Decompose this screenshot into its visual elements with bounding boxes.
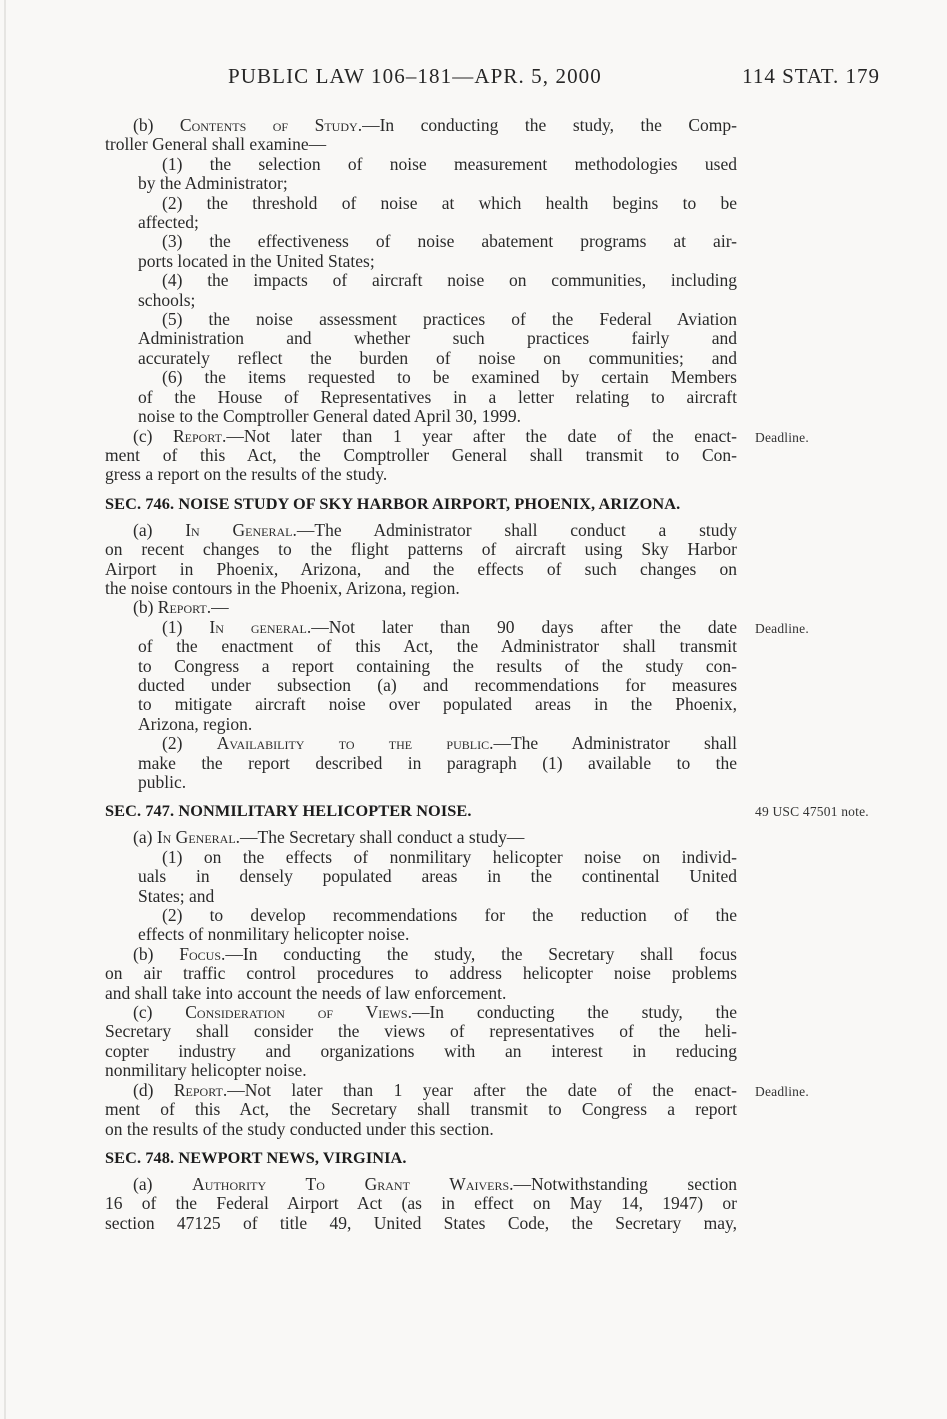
text-line xyxy=(105,1061,737,1080)
text-run: effects of nonmilitary helicopter noise. xyxy=(138,924,410,945)
small-caps-text: Contents of Study xyxy=(179,115,358,135)
text-line xyxy=(105,616,809,637)
text-run: Administration and whether such practices fairly and xyxy=(138,328,737,349)
text-run: on the results of the study conducted under this section. xyxy=(105,1118,494,1139)
text-line xyxy=(105,579,737,598)
text-line xyxy=(105,1175,737,1194)
text-run: (1) on the effects of nonmilitary helicopter noise on individ- xyxy=(162,846,737,867)
text-run: .—In conducting the study, the Secretary shall focus xyxy=(221,943,737,964)
text-run: (b) xyxy=(133,943,180,964)
text-line xyxy=(105,368,737,387)
text-line xyxy=(105,754,737,773)
text-line xyxy=(105,715,737,734)
text-line xyxy=(105,194,737,213)
text-line xyxy=(105,695,737,714)
header-stat-reference: 114 STAT. 179 xyxy=(742,64,880,88)
section-heading: SEC. 748. NEWPORT NEWS, VIRGINIA. xyxy=(105,1147,407,1167)
text-run: (1) the selection of noise measurement methodologies used xyxy=(162,153,737,174)
small-caps-text: In General xyxy=(185,519,293,540)
text-run: (a) xyxy=(133,1173,193,1194)
margin-note: Deadline. xyxy=(755,429,809,445)
text-run: public. xyxy=(138,772,187,792)
text-run: nonmilitary helicopter noise. xyxy=(105,1060,307,1081)
text-run: .—The Administrator shall xyxy=(489,733,737,754)
text-run: .—Not later than 90 days after the date xyxy=(306,616,738,637)
text-run: make the report described in paragraph (1) available to the xyxy=(138,752,737,773)
text-run: (4) the impacts of aircraft noise on communities, including xyxy=(162,270,737,291)
text-run: (2) xyxy=(162,733,217,754)
text-line xyxy=(105,906,737,925)
text-run: of the House of Representatives in a letter relating to aircraft xyxy=(138,386,737,407)
text-run: (6) the items requested to be examined by certain Members xyxy=(162,367,737,388)
small-caps-text: Report xyxy=(172,425,222,446)
text-run: (2) to develop recommendations for the reduction of the xyxy=(162,905,737,926)
text-run: Arizona, region. xyxy=(138,713,253,734)
small-caps-text: Authority To Grant Waivers xyxy=(192,1173,510,1194)
text-line xyxy=(105,425,809,446)
text-line xyxy=(105,1100,737,1119)
text-run: ment of this Act, the Comptroller General shall transmit to Con- xyxy=(105,444,737,465)
small-caps-text: Report xyxy=(157,597,207,618)
text-line xyxy=(105,213,737,232)
text-run: and shall take into account the needs of law enforcement. xyxy=(105,982,507,1003)
text-run: (a) xyxy=(133,519,186,540)
text-run: .— xyxy=(206,597,229,618)
margin-note: Deadline. xyxy=(755,1083,809,1099)
text-line xyxy=(105,291,737,310)
small-caps-text: Consideration of Views xyxy=(185,1002,408,1023)
text-line xyxy=(105,964,737,983)
text-run: ducted under subsection (a) and recommendations for measures xyxy=(138,674,737,695)
text-run: States; and xyxy=(138,885,215,906)
text-line xyxy=(105,1120,737,1139)
text-line xyxy=(105,1003,737,1022)
text-line xyxy=(105,925,737,944)
text-run: affected; xyxy=(138,212,199,233)
text-line xyxy=(105,560,737,579)
small-caps-text: In General xyxy=(156,827,236,848)
text-run: (c) xyxy=(133,425,173,446)
text-run: .—The Secretary shall conduct a study— xyxy=(235,827,525,848)
text-line xyxy=(105,1042,737,1061)
text-run: on air traffic control procedures to address helicopter noise problems xyxy=(105,963,737,984)
text-run: to mitigate aircraft noise over populated areas in the Phoenix, xyxy=(138,694,737,715)
small-caps-text: Report xyxy=(173,1079,223,1100)
text-run: gress a report on the results of the study. xyxy=(105,464,388,485)
text-line xyxy=(105,446,737,465)
text-run: copter industry and organizations with an interest in reducing xyxy=(105,1040,737,1061)
text-line xyxy=(105,465,737,484)
margin-note: Deadline. xyxy=(755,620,809,636)
small-caps-text: Availability to the public xyxy=(216,733,490,754)
text-line xyxy=(105,1022,737,1041)
text-run: ment of this Act, the Secretary shall transmit to Congress a report xyxy=(105,1099,737,1120)
section-heading: SEC. 746. NOISE STUDY OF SKY HARBOR AIRPORT, PHOENIX, ARIZONA. xyxy=(105,493,681,513)
header-law-title: PUBLIC LAW 106–181—APR. 5, 2000 xyxy=(228,64,602,88)
text-run: .—The Administrator shall conduct a study xyxy=(292,519,737,540)
small-caps-text: Focus xyxy=(179,943,221,964)
text-run: (b) xyxy=(133,115,180,135)
margin-note: 49 USC 47501 note. xyxy=(755,804,869,820)
section-heading: SEC. 747. NONMILITARY HELICOPTER NOISE. 49 USC 47501 note. xyxy=(105,801,737,820)
text-run: the noise contours in the Phoenix, Arizona, region. xyxy=(105,577,460,598)
text-run: (c) xyxy=(133,1002,186,1023)
text-line xyxy=(105,945,737,964)
text-line xyxy=(105,676,737,695)
text-run: Airport in Phoenix, Arizona, and the effects of such changes on xyxy=(105,558,737,579)
text-line xyxy=(105,867,737,886)
text-line xyxy=(105,887,737,906)
text-line xyxy=(105,271,737,290)
text-run: schools; xyxy=(138,289,196,310)
text-line xyxy=(105,232,737,251)
text-run: .—Notwithstanding section xyxy=(509,1173,738,1194)
text-run: (b) xyxy=(133,597,158,618)
text-run: (3) the effectiveness of noise abatement programs at air- xyxy=(162,231,737,252)
text-run: accurately reflect the burden of noise on communities; and xyxy=(138,347,737,368)
text-line xyxy=(105,349,737,368)
text-run: by the Administrator; xyxy=(138,173,288,194)
text-line xyxy=(105,1214,737,1233)
text-run: (5) the noise assessment practices of the Federal Aviation xyxy=(162,309,737,330)
text-run: ports located in the United States; xyxy=(138,250,375,271)
text-line xyxy=(105,773,737,792)
text-line xyxy=(105,734,737,753)
text-run: Secretary shall consider the views of representatives of the heli- xyxy=(105,1021,737,1042)
text-line xyxy=(105,388,737,407)
text-line xyxy=(105,828,737,847)
text-line xyxy=(105,155,737,174)
small-caps-text: In general xyxy=(209,616,307,637)
text-line xyxy=(105,135,737,154)
text-run: .—Not later than 1 year after the date of the enact- xyxy=(222,1079,737,1100)
text-line xyxy=(105,848,737,867)
text-run: 16 of the Federal Airport Act (as in effect on May 14, 1947) or xyxy=(105,1193,737,1214)
text-line xyxy=(105,637,737,656)
text-line xyxy=(105,329,737,348)
text-run: uals in densely populated areas in the continental United xyxy=(138,866,737,887)
text-run: to Congress a report containing the results of the study con- xyxy=(138,655,737,676)
text-line xyxy=(105,984,737,1003)
text-line xyxy=(105,310,737,329)
text-line xyxy=(105,252,737,271)
text-run: on recent changes to the flight patterns of aircraft using Sky Harbor xyxy=(105,539,737,560)
text-line xyxy=(105,540,737,559)
text-line xyxy=(105,1194,737,1213)
text-run: (2) the threshold of noise at which health begins to be xyxy=(162,192,737,213)
text-line xyxy=(105,1079,809,1100)
text-run: of the enactment of this Act, the Administrator shall transmit xyxy=(138,636,737,657)
text-line xyxy=(105,598,737,617)
text-run: section 47125 of title 49, United States Code, the Secretary may, xyxy=(105,1212,737,1233)
text-line xyxy=(105,657,737,676)
text-run: (a) xyxy=(133,827,157,848)
text-run: troller General shall examine— xyxy=(105,134,327,155)
text-run: (d) xyxy=(133,1079,174,1100)
text-line xyxy=(105,407,737,426)
text-run: noise to the Comptroller General dated April 30, 1999. xyxy=(138,406,521,427)
text-run: (1) xyxy=(162,616,210,637)
text-line xyxy=(105,174,737,193)
text-run: .—In conducting the study, the Comp- xyxy=(357,115,737,135)
text-run: .—In conducting the study, the xyxy=(407,1002,737,1023)
document-body xyxy=(105,115,869,1233)
text-line xyxy=(105,521,737,540)
scan-edge-artifact xyxy=(4,0,6,1419)
text-line xyxy=(105,116,737,135)
text-run: .—Not later than 1 year after the date of the enact- xyxy=(221,425,737,446)
